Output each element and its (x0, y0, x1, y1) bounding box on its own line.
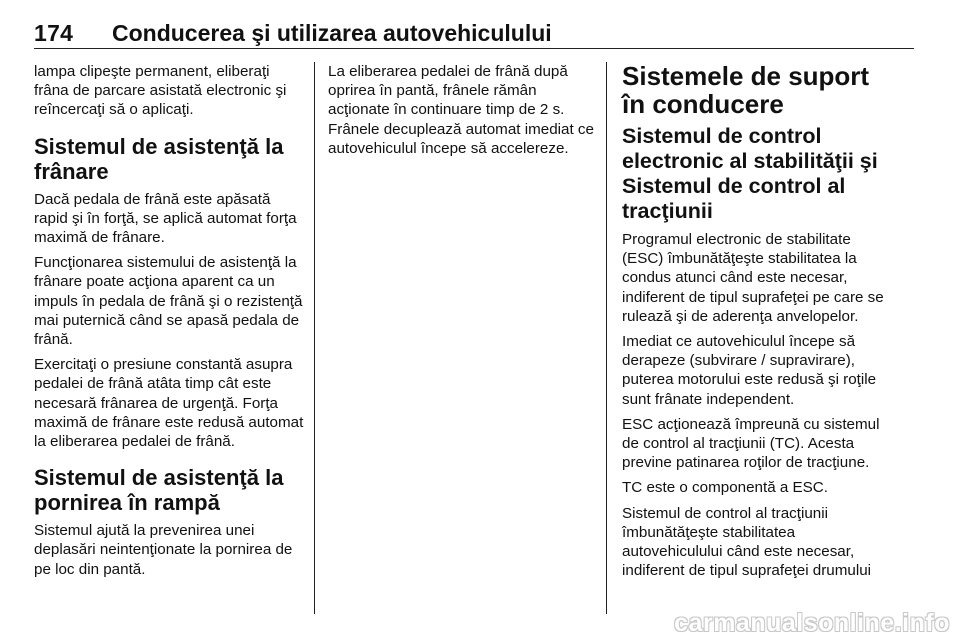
paragraph: TC este o componentă a ESC. (622, 479, 828, 497)
section-heading-brake-assist: Sistemul de asistenţă la frânare (34, 133, 284, 184)
paragraph: Funcţionarea sistemului de asistenţă la frânare poate acţiona aparent ca un impuls în pedala de frână şi o rezistenţă mai puternică când se apasă pedala de frână. (34, 254, 303, 349)
column-divider-right (606, 62, 607, 614)
page-number: 174 (34, 20, 74, 46)
section-heading-driver-support: Sistemele de suport în conducere (622, 61, 870, 119)
page-header (34, 8, 914, 48)
paragraph: Programul electronic de stabilitate (ESC) îmbunătăţeşte stabilitatea la condus atunci când este necesar, indiferent de tipul suprafeţei pe care se rulează şi de aderenţa anvelopelor. (622, 231, 884, 325)
paragraph: Dacă pedala de frână este apăsată rapid şi în forţă, se aplică automat forţa maximă de frânare. (34, 190, 297, 247)
watermark: carmanualsonline.info (674, 609, 950, 637)
column-left (34, 62, 306, 585)
paragraph: Sistemul ajută la prevenirea unei deplasări neintenţionate la pornirea de pe loc din pantă. (34, 522, 293, 578)
column-middle (328, 62, 596, 164)
paragraph: Sistemul de control al tracţiunii îmbunătăţeşte stabilitatea autovehiculului când este necesar, indiferent de tipul suprafeţei drumului (622, 504, 872, 580)
column-divider-left (314, 62, 315, 614)
paragraph: Imediat ce autovehiculul începe să derapeze (subvirare / supravirare), puterea motorului este redusă şi roţile sunt frânate independent. (622, 333, 877, 408)
column-right (622, 62, 894, 586)
paragraph: ESC acţionează împreună cu sistemul de control al tracţiunii (TC). Acesta previne patinarea roţilor de tracţiune. (622, 415, 880, 472)
subsection-heading-esc-tc: Sistemul de control electronic al stabilităţii şi Sistemul de control al tracţiunii (622, 124, 878, 223)
paragraph: Exercitaţi o presiune constantă asupra pedalei de frână atâta timp cât este necesară frânarea de urgenţă. Forţa maximă de frânare este redusă automat la eliberarea pedalei de frână. (34, 356, 304, 451)
section-heading-hill-start-assist: Sistemul de asistenţă la pornirea în rampă (34, 465, 284, 516)
paragraph: La eliberarea pedalei de frână după oprirea în pantă, frânele rămân acţionate în continuare timp de 2 s. Frânele decuplează automat imediat ce autovehiculul începe să accelereze. (328, 63, 594, 157)
chapter-title: Conducerea şi utilizarea autovehiculului (112, 20, 552, 46)
header-divider (34, 48, 914, 49)
intro-paragraph: lampa clipeşte permanent, eliberaţi frâna de parcare asistată electronic şi reîncercaţi să o aplicaţi. (34, 63, 287, 119)
